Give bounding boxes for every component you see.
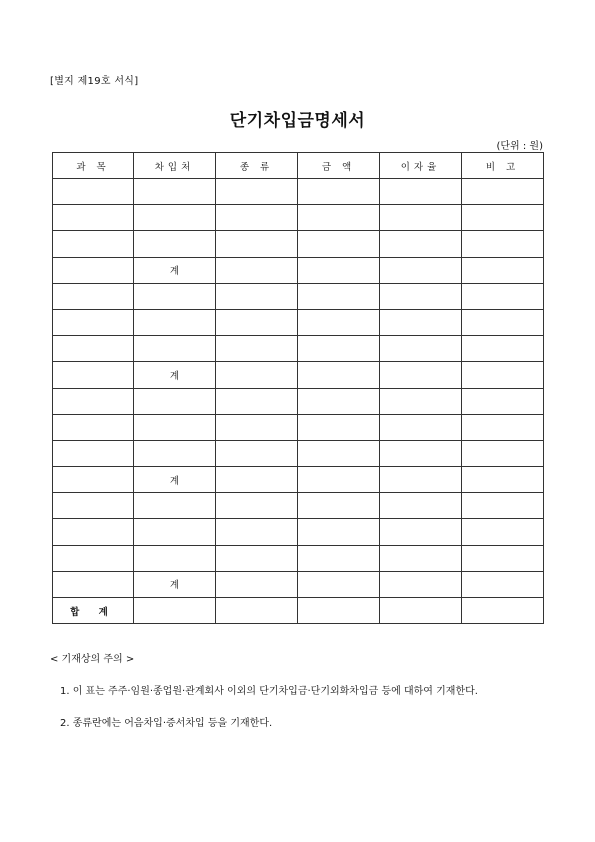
table-row (53, 231, 544, 257)
filing-instructions (50, 651, 545, 747)
table-row (53, 336, 544, 362)
form-number-label: [별지 제19호 서식] (50, 76, 139, 87)
table-row (53, 205, 544, 231)
table-row (53, 519, 544, 545)
header-account: 과 목 (53, 153, 134, 179)
header-type: 종 류 (216, 153, 298, 179)
header-remarks: 비 고 (462, 153, 544, 179)
table-row (53, 179, 544, 205)
header-amount: 금 액 (298, 153, 380, 179)
unit-note: (단위 : 원) (496, 141, 543, 152)
table-row (53, 493, 544, 519)
subtotal-row (53, 467, 544, 493)
short-term-borrowings-table (52, 152, 544, 624)
table-row (53, 440, 544, 466)
subtotal-label: 계 (134, 257, 216, 283)
instruction-item-1: 1. 이 표는 주주·임원·종업원·관계회사 이외의 단기차입금·단기외화차입금 등에 대하여 기재한다. (60, 686, 478, 697)
table-header-row (53, 153, 544, 179)
table-row (53, 283, 544, 309)
header-interest-rate: 이자율 (380, 153, 462, 179)
table-row (53, 388, 544, 414)
subtotal-row (53, 571, 544, 597)
instruction-item-2: 2. 종류란에는 어음차입·증서차입 등을 기재한다. (60, 718, 273, 729)
table-row (53, 414, 544, 440)
subtotal-label: 계 (134, 467, 216, 493)
document-title: 단기차입금명세서 (229, 111, 366, 131)
instructions-heading: < 기재상의 주의 > (50, 654, 135, 665)
subtotal-label: 계 (134, 362, 216, 388)
table-row (53, 545, 544, 571)
header-lender: 차입처 (134, 153, 216, 179)
grand-total-label: 합 계 (53, 598, 134, 624)
subtotal-row (53, 362, 544, 388)
grand-total-row (53, 598, 544, 624)
subtotal-row (53, 257, 544, 283)
subtotal-label: 계 (134, 571, 216, 597)
table-row (53, 309, 544, 335)
